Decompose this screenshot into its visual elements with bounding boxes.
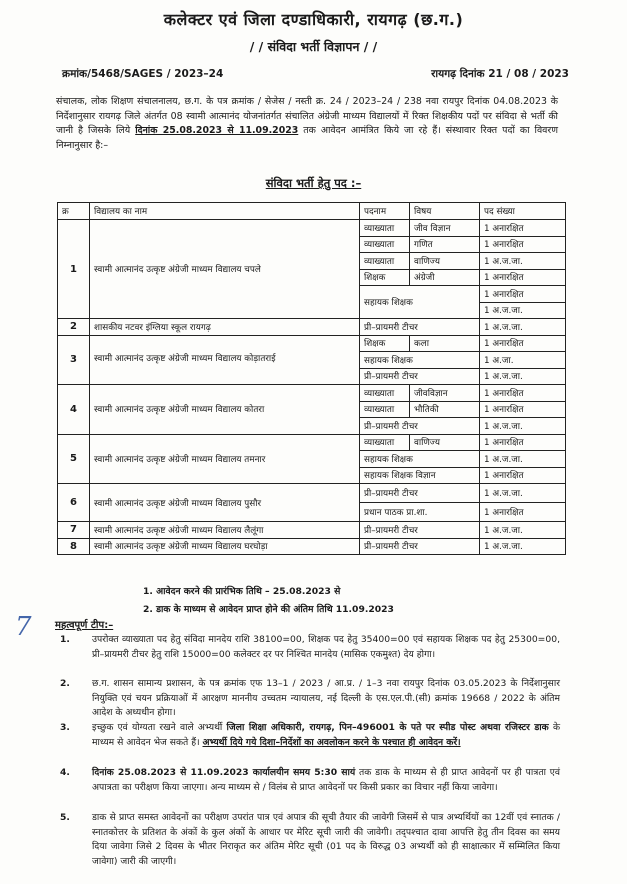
note-number: 5. (60, 812, 70, 823)
important-dates (143, 583, 394, 619)
post-name: सहायक शिक्षक (360, 451, 480, 468)
note-text (92, 721, 560, 750)
note-item (60, 677, 560, 721)
post-name: व्याख्याता (360, 434, 410, 451)
subject: वाणिज्य (410, 434, 480, 451)
row-number: 6 (58, 484, 90, 522)
handwritten-mark: 7 (15, 612, 32, 642)
school-name: शासकीय नटवर इंग्लिया स्कूल रायगढ़ (90, 319, 360, 336)
school-name: स्वामी आत्मानंद उत्कृष्ट अंग्रेजी माध्यम विद्यालय लैलूंगा (90, 522, 360, 539)
intro-text-2: तक आवेदन आमंत्रित किये जा रहे हैं। संस्थावार रिक्त पदों का विवरण निम्नानुसार है:– (56, 125, 558, 151)
post-count: 1 अनारक्षित (480, 401, 566, 418)
post-name: व्याख्याता (360, 220, 410, 237)
table-row (58, 522, 566, 539)
start-date-line: 1. आवेदन करने की प्रारंभिक तिथि – 25.08.2023 से (143, 586, 341, 597)
reference-number: क्रमांक/5468/SAGES / 2023–24 (62, 68, 224, 80)
school-name: स्वामी आत्मानंद उत्कृष्ट अंग्रेजी माध्यम विद्यालय चपले (90, 220, 360, 319)
post-name: व्याख्याता (360, 236, 410, 253)
post-count: 1 अनारक्षित (480, 269, 566, 286)
post-name: व्याख्याता (360, 385, 410, 402)
row-number: 4 (58, 385, 90, 435)
note-number: 4. (60, 767, 70, 778)
note-item (60, 766, 560, 795)
post-count: 1 अ.जा. (480, 352, 566, 369)
row-number: 8 (58, 538, 90, 555)
post-count: 1 अनारक्षित (480, 335, 566, 352)
post-count: 1 अ.ज.जा. (480, 484, 566, 503)
note-number: 1. (60, 634, 70, 645)
note-text: छ.ग. शासन सामान्य प्रशासन, के पत्र क्रमांक एफ 13–1 / 2023 / आ.प्र. / 1–3 नवा रायपुर दिनांक 03.05.2023 के निर्देशानुसार नियुक्ति एवं चयन प्रक्रियाओं में आरक्षण माननीय उच्चतम न्यायालय, नई दिल्ली के एस.एल.पी.(सी) क्रमांक 19668 / 2022 के अंतिम आदेश के अध्यधीन होगा। (92, 678, 560, 719)
post-count: 1 अ.ज.जा. (480, 522, 566, 539)
post-count: 1 अनारक्षित (480, 286, 566, 303)
subject: जीव विज्ञान (410, 220, 480, 237)
post-count: 1 अ.ज.जा. (480, 319, 566, 336)
post-name: प्री–प्रायमरी टीचर (360, 418, 480, 435)
table-row (58, 434, 566, 451)
note-item (60, 811, 560, 869)
post-name: व्याख्याता (360, 401, 410, 418)
table-row (58, 538, 566, 555)
post-name: प्री–प्रायमरी टीचर (360, 522, 480, 539)
table-title: संविदा भर्ती हेतु पद :– (265, 176, 362, 190)
post-count: 1 अ.ज.जा. (480, 253, 566, 270)
post-name: सहायक शिक्षक (360, 286, 480, 319)
header-sno: क्र (58, 203, 90, 220)
post-name: व्याख्याता (360, 253, 410, 270)
table-row (58, 335, 566, 352)
notes-heading: महत्वपूर्ण टीप:– (55, 620, 114, 631)
post-name: प्री–प्रायमरी टीचर (360, 368, 480, 385)
post-count: 1 अनारक्षित (480, 385, 566, 402)
note-item (60, 633, 560, 662)
last-date-line: 2. डाक के माध्यम से आवेदन प्राप्त होने की अंतिम तिथि 11.09.2023 (143, 604, 394, 615)
note-text-a: दिनांक 25.08.2023 से 11.09.2023 कार्यालयीन समय 5:30 सायं (92, 767, 356, 778)
table-header-row (58, 203, 566, 220)
advertisement-subtitle: / / संविदा भर्ती विज्ञापन / / (249, 39, 378, 54)
office-title: कलेक्टर एवं जिला दण्डाधिकारी, रायगढ़ (छ.ग.) (163, 10, 464, 29)
school-name: स्वामी आत्मानंद उत्कृष्ट अंग्रेजी माध्यम विद्यालय पुसौर (90, 484, 360, 522)
intro-date-range: दिनांक 25.08.2023 से 11.09.2023 (135, 125, 299, 137)
school-name: स्वामी आत्मानंद उत्कृष्ट अंग्रेजी माध्यम विद्यालय तमनार (90, 434, 360, 484)
subject: गणित (410, 236, 480, 253)
post-name: प्री–प्रायमरी टीचर (360, 319, 480, 336)
note-text-c: के माध्यम से आवेदन भेज सकते हैं। (92, 722, 560, 748)
note-text (92, 766, 560, 795)
note-number: 2. (60, 678, 70, 689)
note-text-b: तक डाक के माध्यम से ही प्राप्त आवेदनों पर ही पात्रता एवं अपात्रता का परीक्षण किया जाएगा। अन्य माध्यम से / विलंब से प्राप्त आवेदनों पर किसी प्रकार का विचार नहीं किया जावेगा। (92, 767, 560, 793)
post-name: शिक्षक (360, 335, 410, 352)
post-count: 1 अ.ज.जा. (480, 451, 566, 468)
row-number: 3 (58, 335, 90, 385)
table-row (58, 220, 566, 237)
subject: जीवविज्ञान (410, 385, 480, 402)
table-row (58, 319, 566, 336)
post-name: शिक्षक (360, 269, 410, 286)
post-count: 1 अनारक्षित (480, 503, 566, 522)
post-count: 1 अनारक्षित (480, 434, 566, 451)
note-text: डाक से प्राप्त समस्त आवेदनों का परीक्षण उपरांत पात्र एवं अपात्र की सूची तैयार की जावेगी जिसमें से पात्र अभ्यर्थियों का 12वीं एवं स्नातक / स्नातकोत्तर के प्रतिशत के अंकों के कुल अंकों के आधार पर मेरिट सूची जारी की जावेगी। तद्पश्चात दावा आपत्ति हेतु तीन दिवस का समय दिया जावेगा जिसे 2 दिवस के भीतर निराकृत कर अंतिम मेरिट सूची (01 पद के विरुद्ध 03 अभ्यर्थी को ही साक्षात्कार में सम्मिलित किया जावेगा) जारी की जाएगी। (92, 812, 560, 867)
subject: अंग्रेजी (410, 269, 480, 286)
header-count: पद संख्या (480, 203, 566, 220)
note-text-a: इच्छुक एवं योग्यता रखने वाले अभ्यर्थी (92, 722, 223, 733)
post-name: प्री–प्रायमरी टीचर (360, 538, 480, 555)
header-school: विद्यालय का नाम (90, 203, 360, 220)
row-number: 5 (58, 434, 90, 484)
intro-text-1: संचालक, लोक शिक्षण संचालनालय, छ.ग. के पत्र क्रमांक / सेजेस / नस्ती क्र. 24 / 2023–24 / 238 नवा रायपुर दिनांक 04.08.2023 के निर्देशानुसार रायगढ़ जिले अंतर्गत 08 स्वामी आत्मानंद योजनांतर्गत संचालित अंग्रेजी माध्यम विद्यालयों में रिक्त शिक्षकीय पदों पर संविदा से भर्ती की जानी है जिसके लिये (56, 96, 558, 137)
reference-line (62, 67, 569, 81)
note-text-b: जिला शिक्षा अधिकारी, रायगढ़, पिन–496001 के पते पर स्पीड पोस्ट अथवा रजिस्टर डाक (226, 722, 549, 733)
subject: कला (410, 335, 480, 352)
school-name: स्वामी आत्मानंद उत्कृष्ट अंग्रेजी माध्यम विद्यालय कोतरा (90, 385, 360, 435)
header-post: पदनाम (360, 203, 410, 220)
vacancy-table (57, 202, 566, 555)
post-name: प्रधान पाठक प्रा.शा. (360, 503, 480, 522)
post-count: 1 अ.ज.जा. (480, 538, 566, 555)
post-name: सहायक शिक्षक (360, 352, 480, 369)
post-count: 1 अ.ज.जा. (480, 302, 566, 319)
post-name: प्री–प्रायमरी टीचर (360, 484, 480, 503)
table-row (58, 385, 566, 402)
table-row (58, 484, 566, 503)
subject: भौतिकी (410, 401, 480, 418)
post-count: 1 अनारक्षित (480, 220, 566, 237)
post-name: सहायक शिक्षक विज्ञान (360, 467, 480, 484)
intro-paragraph (56, 95, 558, 153)
header-subject: विषय (410, 203, 480, 220)
subject: वाणिज्य (410, 253, 480, 270)
row-number: 7 (58, 522, 90, 539)
note-item (60, 721, 560, 750)
row-number: 2 (58, 319, 90, 336)
post-count: 1 अनारक्षित (480, 467, 566, 484)
note-text-d: अभ्यर्थी दिये गये दिशा–निर्देशों का अवलोकन करने के पश्चात ही आवेदन करें। (202, 736, 461, 748)
note-number: 3. (60, 722, 70, 733)
note-text: उपरोक्त व्याख्याता पद हेतु संविदा मानदेय राशि 38100=00, शिक्षक पद हेतु 35400=00 एवं सहायक शिक्षक पद हेतु 25300=00, प्री–प्रायमरी टीचर हेतु राशि 15000=00 कलेक्टर दर पर निश्चित मानदेय (मासिक एकमुश्त) देय होगा। (92, 634, 560, 660)
post-count: 1 अ.ज.जा. (480, 418, 566, 435)
row-number: 1 (58, 220, 90, 319)
school-name: स्वामी आत्मानंद उत्कृष्ट अंग्रेजी माध्यम विद्यालय कोड़ातराई (90, 335, 360, 385)
post-count: 1 अनारक्षित (480, 236, 566, 253)
post-count: 1 अ.ज.जा. (480, 368, 566, 385)
school-name: स्वामी आत्मानंद उत्कृष्ट अंग्रेजी माध्यम विद्यालय घरघोड़ा (90, 538, 360, 555)
reference-date: रायगढ़ दिनांक 21 / 08 / 2023 (431, 68, 569, 80)
